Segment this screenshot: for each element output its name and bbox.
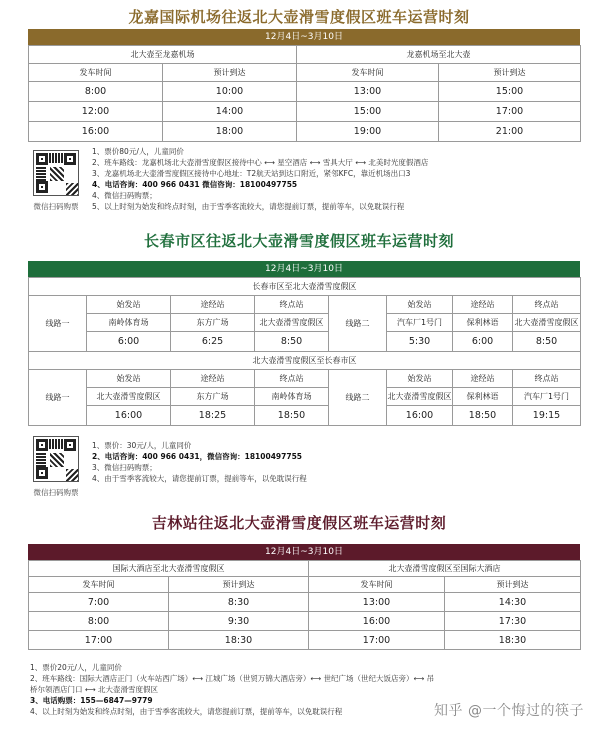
note-line: 桥尔领酒店门口 ⟷ 北大壶滑雪度假区 [30, 685, 159, 694]
qr-code-icon[interactable] [33, 436, 79, 482]
time-cell: 13:00 [297, 82, 439, 102]
time-cell: 10:00 [163, 82, 297, 102]
time-cell: 8:00 [29, 612, 169, 631]
qr-caption: 微信扫码购票 [33, 488, 79, 497]
col-start: 始发站 [87, 370, 171, 388]
stop-cell: 保利林语 [453, 314, 513, 332]
note-line: 4、电话咨询：400 966 0431 微信咨询：18100497755 [92, 180, 298, 189]
time-cell: 15:00 [439, 82, 581, 102]
table-row [29, 82, 581, 102]
col-end: 终点站 [255, 296, 329, 314]
s2-heading-b: 北大壶滑雪度假区至长春市区 [29, 352, 581, 370]
note-line: 4、微信扫码购票； [92, 191, 157, 200]
time-cell: 5:30 [387, 332, 453, 352]
stop-cell: 北大壶滑雪度假区 [87, 388, 171, 406]
stop-cell: 汽车厂1号门 [387, 314, 453, 332]
s1-left-heading: 北大壶至龙嘉机场 [29, 46, 297, 64]
s2-line1-label: 线路一 [29, 296, 87, 352]
note-line: 4、由于雪季客流较大，请您提前订票，提前等车，以免耽误行程 [92, 474, 307, 483]
note-line: 1、票价20元/人，儿童同价 [30, 663, 122, 672]
section3-notes [30, 662, 434, 717]
time-cell: 6:00 [453, 332, 513, 352]
time-cell: 17:00 [29, 631, 169, 650]
section1-table [28, 45, 581, 142]
s3-left-heading: 国际大酒店至北大壶滑雪度假区 [29, 561, 309, 577]
section3-date-band: 12月4日~3月10日 [28, 544, 580, 560]
s1-col-arrive: 预计到达 [163, 64, 297, 82]
col-via: 途经站 [171, 370, 255, 388]
s2-line2-label: 线路二 [329, 296, 387, 352]
table-row [29, 593, 581, 612]
time-cell: 6:25 [171, 332, 255, 352]
col-via: 途经站 [171, 296, 255, 314]
time-cell: 19:00 [297, 122, 439, 142]
s3-col-depart: 发车时间 [309, 577, 445, 593]
time-cell: 8:00 [29, 82, 163, 102]
table-row [29, 612, 581, 631]
time-cell: 12:00 [29, 102, 163, 122]
stop-cell: 东方广场 [171, 314, 255, 332]
note-line: 3、龙嘉机场北大壶滑雪度假区接待中心地址：T2航天站到达口附近，紧邻KFC，靠近机场出口3 [92, 169, 411, 178]
col-start: 始发站 [387, 296, 453, 314]
s3-col-arrive: 预计到达 [445, 577, 581, 593]
watermark: 知乎 @一个悔过的筷子 [434, 703, 584, 719]
qr-code-icon[interactable] [33, 150, 79, 196]
time-cell: 21:00 [439, 122, 581, 142]
stop-cell: 北大壶滑雪度假区 [387, 388, 453, 406]
note-line: 2、班车路线：龙嘉机场北大壶滑雪度假区接待中心 ⟷ 星空酒店 ⟷ 雪具大厅 ⟷ 北美时光度假酒店 [92, 158, 429, 167]
s1-col-depart: 发车时间 [297, 64, 439, 82]
time-cell: 19:15 [513, 406, 581, 426]
stop-cell: 南岭体育场 [87, 314, 171, 332]
note-line: 5、以上时刻为始发和终点时刻，由于雪季客流较大，请您提前订票，提前等车，以免耽误行程 [92, 202, 405, 211]
col-end: 终点站 [255, 370, 329, 388]
time-cell: 15:00 [297, 102, 439, 122]
time-cell: 14:00 [163, 102, 297, 122]
table-row [29, 102, 581, 122]
s1-right-heading: 龙嘉机场至北大壶 [297, 46, 581, 64]
stop-cell: 东方广场 [171, 388, 255, 406]
col-start: 始发站 [87, 296, 171, 314]
section2-title: 长春市区往返北大壶滑雪度假区班车运营时刻 [143, 232, 454, 250]
time-cell: 7:00 [29, 593, 169, 612]
time-cell: 18:00 [163, 122, 297, 142]
s1-col-arrive: 预计到达 [439, 64, 581, 82]
section3-table [28, 560, 581, 650]
col-start: 始发站 [387, 370, 453, 388]
section3-title: 吉林站往返北大壶滑雪度假区班车运营时刻 [151, 514, 447, 532]
stop-cell: 北大壶滑雪度假区 [513, 314, 581, 332]
note-line: 3、电话购票：155—6847—9779 [30, 696, 153, 705]
stop-cell: 汽车厂1号门 [513, 388, 581, 406]
note-line: 2、班车路线：国际大酒店正门（火车站西广场）⟷ 江城广场（世贸万锦大酒店旁）⟷ 世纪广场（世纪大饭店旁）⟷ 吊 [30, 674, 435, 683]
note-line: 2、电话咨询：400 966 0431，微信咨询：18100497755 [92, 452, 303, 461]
s2-heading-a: 长春市区至北大壶滑雪度假区 [29, 278, 581, 296]
time-cell: 8:30 [169, 593, 309, 612]
stop-cell: 保利林语 [453, 388, 513, 406]
section2-date-band: 12月4日~3月10日 [28, 261, 580, 277]
note-line: 3、微信扫码购票； [92, 463, 157, 472]
s1-col-depart: 发车时间 [29, 64, 163, 82]
col-end: 终点站 [513, 370, 581, 388]
time-cell: 8:50 [255, 332, 329, 352]
time-cell: 14:30 [445, 593, 581, 612]
time-cell: 16:00 [87, 406, 171, 426]
section2-table [28, 277, 581, 426]
time-cell: 13:00 [309, 593, 445, 612]
time-cell: 16:00 [387, 406, 453, 426]
col-via: 途经站 [453, 296, 513, 314]
table-row [29, 631, 581, 650]
time-cell: 9:30 [169, 612, 309, 631]
time-cell: 16:00 [29, 122, 163, 142]
time-cell: 17:00 [439, 102, 581, 122]
time-cell: 17:00 [309, 631, 445, 650]
col-via: 途经站 [453, 370, 513, 388]
time-cell: 6:00 [87, 332, 171, 352]
time-cell: 18:30 [169, 631, 309, 650]
table-row [29, 122, 581, 142]
section2-notes [92, 440, 307, 484]
s3-right-heading: 北大壶滑雪度假区至国际大酒店 [309, 561, 581, 577]
stop-cell: 北大壶滑雪度假区 [255, 314, 329, 332]
note-line: 4、以上时刻为始发和终点时刻，由于雪季客流较大，请您提前订票，提前等车，以免耽误行程 [30, 707, 343, 716]
time-cell: 16:00 [309, 612, 445, 631]
stop-cell: 南岭体育场 [255, 388, 329, 406]
time-cell: 18:50 [453, 406, 513, 426]
s3-col-arrive: 预计到达 [169, 577, 309, 593]
time-cell: 17:30 [445, 612, 581, 631]
time-cell: 18:30 [445, 631, 581, 650]
section1-title: 龙嘉国际机场往返北大壶滑雪度假区班车运营时刻 [128, 8, 470, 26]
s2-line1-label: 线路一 [29, 370, 87, 426]
s2-line2-label: 线路二 [329, 370, 387, 426]
note-line: 1、票价80元/人，儿童同价 [92, 147, 184, 156]
qr-caption: 微信扫码购票 [33, 202, 79, 211]
section1-notes [92, 146, 428, 212]
time-cell: 8:50 [513, 332, 581, 352]
time-cell: 18:50 [255, 406, 329, 426]
note-line: 1、票价：30元/人，儿童同价 [92, 441, 192, 450]
col-end: 终点站 [513, 296, 581, 314]
time-cell: 18:25 [171, 406, 255, 426]
section1-date-band: 12月4日~3月10日 [28, 29, 580, 45]
s3-col-depart: 发车时间 [29, 577, 169, 593]
